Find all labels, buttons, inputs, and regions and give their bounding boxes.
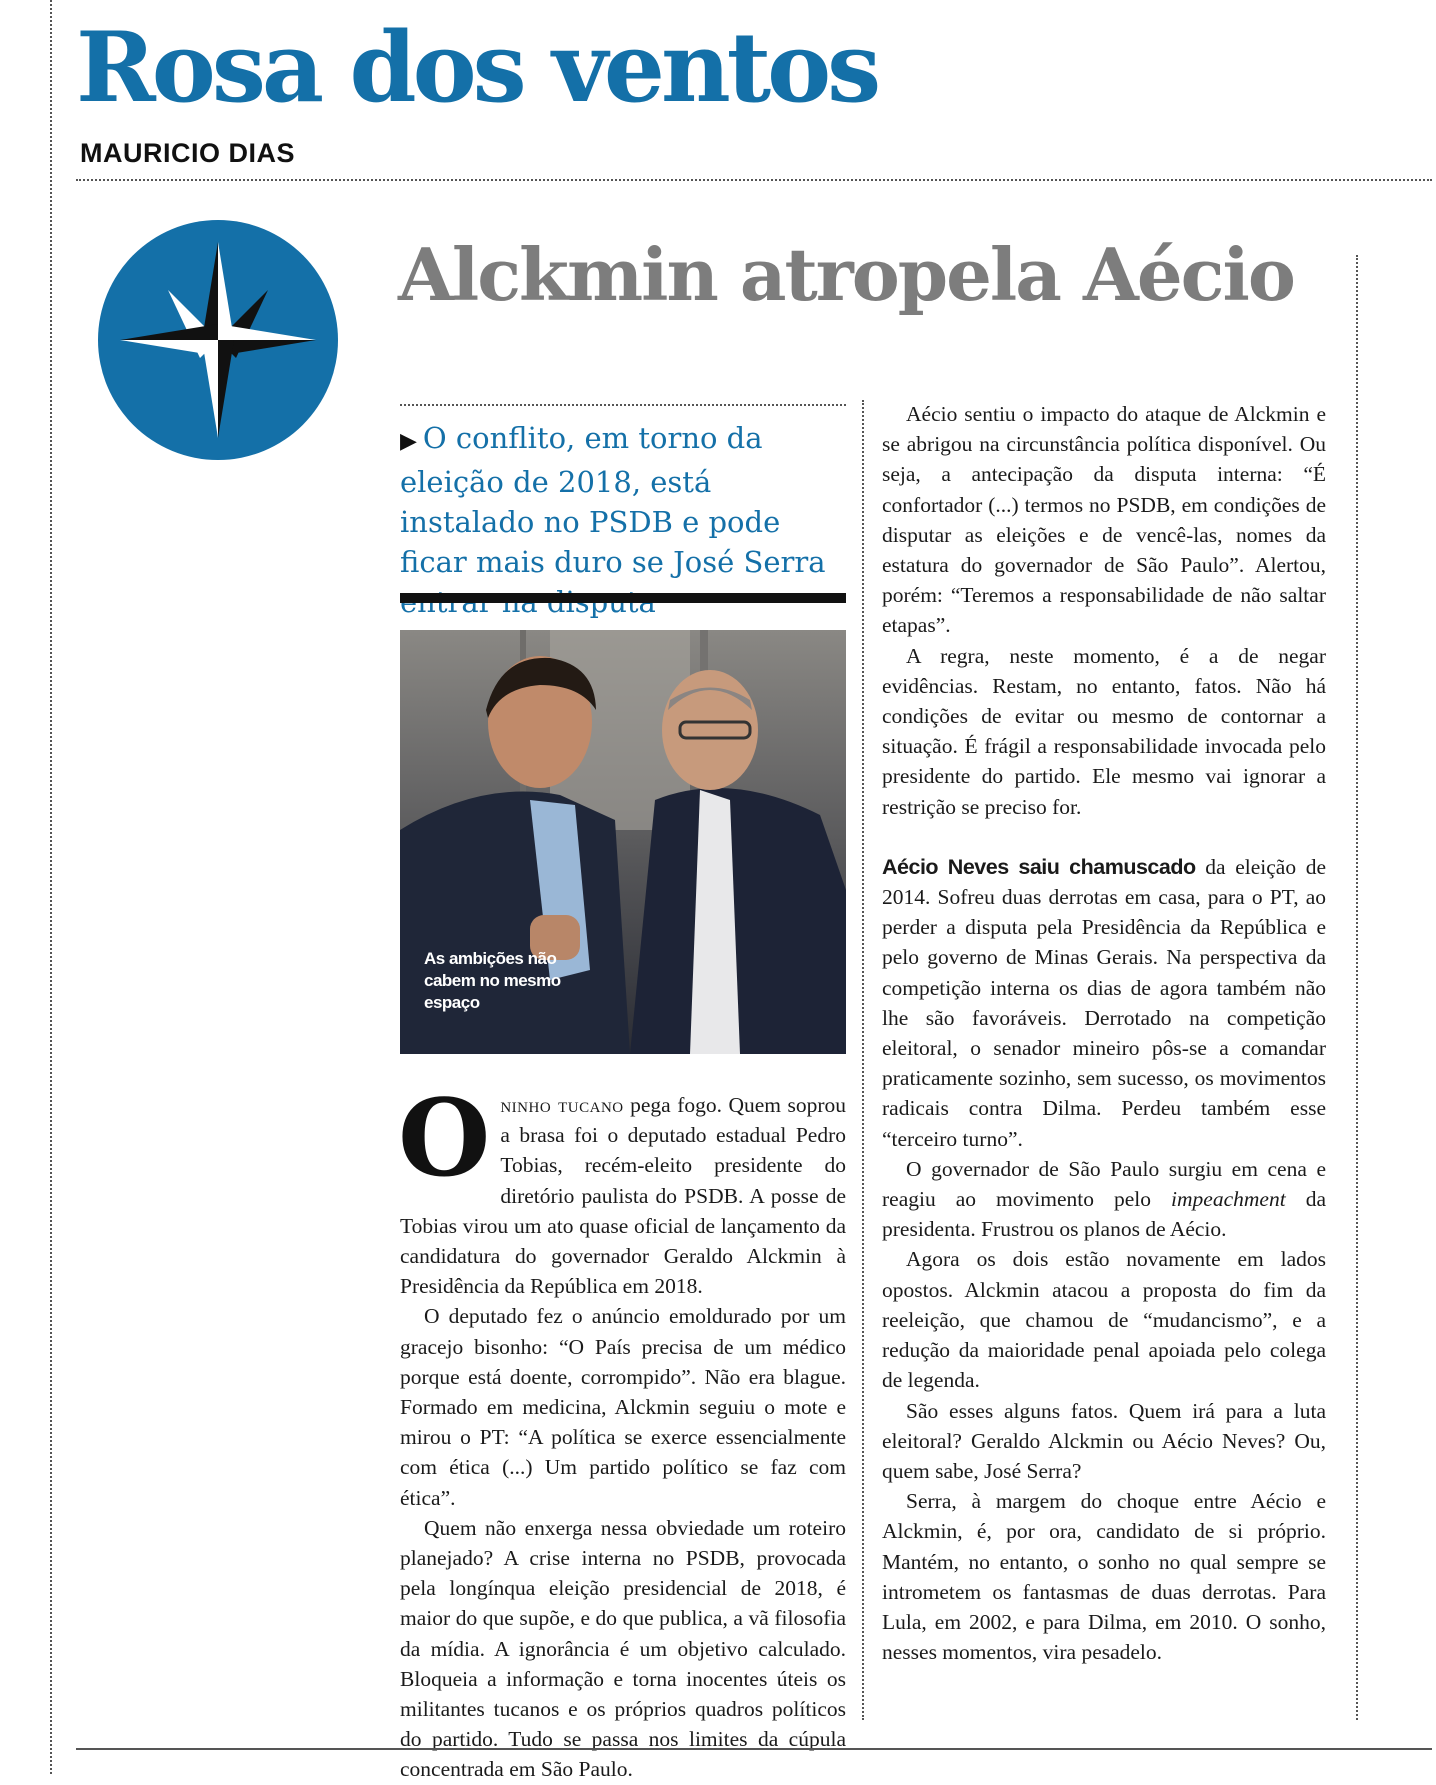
section-gap bbox=[882, 822, 1326, 852]
paragraph-10: Serra, à margem do choque entre Aécio e Alckmin, é, por ora, candidato de si próprio. Mantém, no entanto, o sonho no qual sempre se intrometem os fantasmas de duas derrotas. Para Lula, em 2002, e para Dilma, em 2010. O sonho, nesses momentos, vira pesadelo. bbox=[882, 1489, 1326, 1665]
paragraph-2: O deputado fez o anúncio emoldurado por um gracejo bisonho: “O País precisa de um médico porque está doente, corrompido”. Não era blague. Formado em medicina, Alckmin seguiu o mote e mirou o PT: “A política se exerce essencialmente com ética (...) Um partido político se faz com ética”. bbox=[400, 1304, 846, 1510]
paragraph-9: São esses alguns fatos. Quem irá para a luta eleitoral? Geraldo Alckmin ou Aécio Neves? Ou, quem sabe, José Serra? bbox=[882, 1398, 1326, 1483]
article-headline: Alckmin atropela Aécio bbox=[398, 232, 1294, 317]
opening-smallcaps: ninho tucano bbox=[500, 1093, 624, 1117]
compass-rose-icon bbox=[98, 220, 338, 460]
column-divider bbox=[862, 400, 864, 1720]
deck-text: O conflito, em torno da eleição de 2018, está instalado no PSDB e pode ficar mais duro se José Serra bbox=[400, 421, 826, 579]
author-byline: MAURICIO DIAS bbox=[80, 138, 295, 168]
section-title: Rosa dos ventos bbox=[76, 11, 878, 124]
article-column-right bbox=[882, 399, 1326, 1667]
article-column-left bbox=[398, 1075, 846, 1785]
drop-cap: O bbox=[398, 1075, 491, 1200]
photo-caption: As ambições não cabem no mesmo espaço bbox=[424, 949, 561, 1012]
italic-term: impeachment bbox=[1171, 1187, 1286, 1212]
article-deck bbox=[400, 418, 852, 622]
lead-in-bold: Aécio Neves saiu chamuscado bbox=[882, 854, 1196, 879]
paragraph-1 bbox=[398, 1075, 846, 1301]
paragraph-7-text-a: O governador de São Paulo surgiu em cena e reagiu ao movimento pelo bbox=[882, 1156, 1326, 1212]
triangle-bullet-icon: ▶ bbox=[400, 429, 417, 454]
paragraph-7-text-b: da presidenta. Frustrou os planos de Aécio. bbox=[882, 1187, 1326, 1242]
paragraph-6-text: da eleição de 2014. Sofreu duas derrotas em casa, para o PT, ao perder a disputa pela Presidência da República e pelo governo de Minas Gerais. Na perspectiva da competição interna os dias de agora também não lhe são favoráveis. Derrotado na competição eleitoral, o senador mineiro pôs-se a comandar praticamente sozinho, sem sucesso, os movimentos radicais contra Dilma. Perdeu também esse “terceiro turno”. bbox=[882, 854, 1327, 1151]
article-photo bbox=[400, 630, 846, 1054]
paragraph-7 bbox=[882, 1154, 1326, 1245]
paragraph-4: Aécio sentiu o impacto do ataque de Alckmin e se abrigou na circunstância política disponível. Ou seja, a antecipação da disputa interna: “É confortador (...) termos no PSDB, em condições de disputar as eleições e de vencê-las, nomes da estatura do governador de São Paulo”. Alertou, porém: “Teremos a responsabilidade de não saltar etapas”. bbox=[882, 402, 1326, 638]
paragraph-5: A regra, neste momento, é a de negar evidências. Restam, no entanto, fatos. Não há condições de evitar ou mesmo de contornar a situação. É frágil a responsabilidade invocada pelo presidente do partido. Ele mesmo vai ignorar a restrição se preciso for. bbox=[882, 643, 1326, 819]
paragraph-6 bbox=[882, 852, 1326, 1154]
left-margin-dotted-rule bbox=[50, 0, 52, 1774]
paragraph-1-text: pega fogo. Quem soprou a brasa foi o deputado estadual Pedro Tobias, recém-eleito presidente do diretório paulista do PSDB. A posse de Tobias virou um ato quase oficial de lançamento da candidatura do governador Geraldo Alckmin à Presidência da República em 2018. bbox=[400, 1093, 846, 1299]
right-margin-dotted-rule bbox=[1356, 255, 1358, 1720]
paragraph-8: Agora os dois estão novamente em lados opostos. Alckmin atacou a proposta do fim da reeleição, que chamou de “mudancismo”, e a redução da maioridade penal apoiada pelo colega de legenda. bbox=[882, 1247, 1326, 1393]
footer-rule bbox=[76, 1748, 1432, 1750]
paragraph-3: Quem não enxerga nessa obviedade um roteiro planejado? A crise interna no PSDB, provocada pela longínqua eleição presidencial de 2018, é maior do que supõe, e do que publica, a vã filosofia da mídia. A ignorância é um objetivo calculado. Bloqueia a informação e torna inocentes úteis os militantes tucanos e os próprios quadros políticos do partido. Tudo se passa nos limites da cúpula concentrada em São Paulo. bbox=[400, 1515, 846, 1782]
deck-dotted-rule bbox=[400, 404, 846, 406]
header-dotted-rule bbox=[76, 179, 1432, 181]
deck-bar bbox=[400, 593, 846, 603]
